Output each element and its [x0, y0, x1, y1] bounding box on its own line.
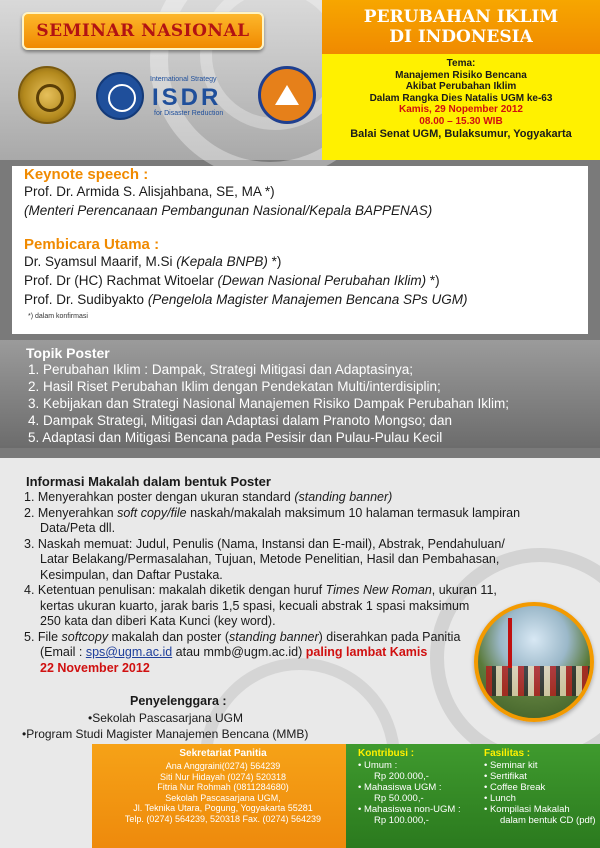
topic-item: 5. Adaptasi dan Mitigasi Bencana pada Pesisir dan Pulau-Pulau Kecil: [28, 430, 443, 445]
info-item-4: [24, 583, 544, 599]
topic-item: 3. Kebijakan dan Strategi Nasional Manajemen Risiko Dampak Perubahan Iklim;: [28, 396, 510, 411]
speaker-name: Dr. Syamsul Maarif, M.Si: [24, 254, 177, 269]
text: naskah/makalah maksimum 10 halaman termasuk lampiran: [186, 505, 521, 520]
main-speaker-3: [24, 292, 467, 307]
info-item-5: [24, 630, 544, 646]
text-italic: softcopy: [61, 629, 109, 644]
text: atau mmb@ugm.ac.id): [172, 645, 306, 659]
facilities-column: [484, 748, 596, 826]
keynote-role-text: (Menteri Perencanaan Pembangunan Nasional/Kepala BAPPENAS): [24, 203, 433, 218]
info-item-4-cont: 250 kata dan diberi Kata Kunci (key word).: [40, 614, 276, 628]
text: , ukuran 11,: [431, 583, 497, 597]
event-info: [322, 58, 600, 141]
secretariat-panel: [92, 744, 354, 848]
topics-title: Topik Poster: [26, 345, 110, 361]
logo-row: [18, 62, 308, 132]
fee-price: Rp 200.000,-: [374, 771, 429, 782]
speakers-panel: [12, 166, 588, 334]
event-time: 08.00 – 15.30 WIB: [419, 115, 503, 127]
facility-item: • Kompilasi Makalah: [484, 804, 570, 815]
info-item-2-cont: Data/Peta dll.: [40, 521, 116, 535]
secretariat-line: Telp. (0274) 564239, 520318 Fax. (0274) 564239: [124, 813, 322, 824]
ugm-logo-icon: [18, 66, 76, 124]
tema-line-2: Akibat Perubahan Iklim: [405, 81, 517, 92]
secretariat-line: Siti Nur Hidayah (0274) 520318: [159, 771, 287, 782]
speaker-suffix: *): [426, 273, 440, 288]
isdr-name: ISDR: [152, 84, 222, 111]
facility-item-cont: dalam bentuk CD (pdf): [500, 815, 596, 826]
poster-topics: [0, 340, 600, 448]
contribution-title: Kontribusi :: [358, 748, 415, 759]
event-date: Kamis, 29 Nopember 2012: [399, 104, 523, 115]
title-line-1: PERUBAHAN IKLIM: [363, 7, 559, 27]
text: ) diserahkan pada Panitia: [318, 629, 461, 644]
un-logo-icon: [96, 72, 144, 120]
text: 4. Ketentuan penulisan: makalah diketik dengan huruf: [24, 583, 326, 597]
tema-line-3: Dalam Rangka Dies Natalis UGM ke-63: [369, 92, 553, 104]
deadline-date: 22 November 2012: [40, 660, 150, 675]
info-item-3-cont: Latar Belakang/Permasalahan, Tujuan, Metode Penelitian, Hasil dan Pembahasan,: [40, 552, 500, 566]
fee-label: • Mahasiswa non-UGM :: [358, 804, 461, 815]
secretariat-line: Fitria Nur Rohmah (0811284680): [157, 782, 289, 792]
event-venue: Balai Senat UGM, Bulaksumur, Yogyakarta: [350, 128, 572, 140]
text-italic: Times New Roman: [325, 583, 432, 597]
text-italic: (standing banner): [294, 490, 393, 504]
organizer-item: •Sekolah Pascasarjana UGM: [88, 711, 243, 725]
info-item-3-cont: Kesimpulan, dan Daftar Pustaka.: [40, 567, 223, 582]
info-item-5-cont: [24, 645, 544, 661]
keynote-name: Prof. Dr. Armida S. Alisjahbana, SE, MA *): [24, 184, 275, 199]
text: (Email :: [40, 645, 86, 659]
bnpb-logo-icon: [258, 66, 316, 124]
fee-price: Rp 100.000,-: [374, 815, 429, 826]
header: [0, 0, 600, 160]
secretariat-title: Sekretariat Panitia: [179, 748, 267, 759]
main-speaker-2: [24, 273, 440, 288]
text: makalah dan poster (: [108, 629, 229, 644]
isdr-bottom-text: for Disaster Reduction: [154, 110, 224, 117]
speaker-name: Prof. Dr. Sudibyakto: [24, 292, 148, 307]
topic-item: 2. Hasil Riset Perubahan Iklim dengan Pendekatan Multi/interdisiplin;: [28, 379, 441, 394]
text-italic: soft copy/file: [117, 505, 187, 520]
group-photo-image: [474, 602, 594, 722]
tema-line-1: Manajemen Risiko Bencana: [395, 69, 527, 81]
fee-label: • Mahasiswa UGM :: [358, 782, 442, 793]
email-link[interactable]: sps@ugm.ac.id: [85, 645, 173, 659]
info-item-3: 3. Naskah memuat: Judul, Penulis (Nama, Instansi dan E-mail), Abstrak, Pendahuluan/: [24, 536, 505, 551]
info-list: [24, 490, 544, 676]
title-banner: [322, 0, 600, 54]
text-italic: standing banner: [228, 629, 319, 644]
title-line-2: DI INDONESIA: [389, 27, 533, 47]
secretariat-line: Jl. Teknika Utara, Pogung, Yogyakarta 55281: [133, 803, 313, 813]
main-speakers-title: Pembicara Utama :: [24, 236, 160, 253]
organizer-item: •Program Studi Magister Manajemen Bencana (MMB): [22, 727, 309, 741]
info-title: Informasi Makalah dalam bentuk Poster: [26, 474, 271, 489]
text: 2. Menyerahkan: [24, 505, 118, 520]
speaker-suffix: *): [267, 254, 282, 269]
fee-price: Rp 50.000,-: [374, 793, 424, 804]
speaker-role: (Pengelola Magister Manajemen Bencana SPs UGM): [147, 292, 468, 307]
text: 5. File: [24, 629, 62, 644]
speaker-role: (Kepala BNPB): [176, 254, 268, 269]
deadline-text: paling lambat Kamis: [305, 645, 428, 659]
secretariat-line: Sekolah Pascasarjana UGM,: [165, 792, 281, 803]
facilities-title: Fasilitas :: [484, 748, 531, 759]
secretariat-line: Ana Anggraini(0274) 564239: [165, 761, 281, 771]
keynote-role: [24, 203, 432, 218]
keynote-title: Keynote speech :: [24, 166, 149, 183]
seminar-badge-label: SEMINAR NASIONAL: [36, 21, 250, 41]
isdr-logo: [146, 76, 250, 120]
facility-item: • Coffee Break: [484, 782, 546, 793]
speaker-name: Prof. Dr (HC) Rachmat Witoelar: [24, 273, 218, 288]
main-speaker-1: [24, 254, 281, 269]
fee-label: • Umum :: [358, 760, 398, 771]
seminar-badge: [22, 12, 264, 50]
title-box: [322, 0, 600, 160]
facility-item: • Sertifikat: [484, 771, 527, 782]
facility-item: • Lunch: [484, 793, 516, 804]
contribution-column: [358, 748, 461, 826]
topic-item: 4. Dampak Strategi, Mitigasi dan Adaptasi dalam Pranoto Mongso; dan: [28, 413, 452, 428]
confirmation-note: *) dalam konfirmasi: [28, 313, 88, 320]
tema-label: Tema:: [446, 58, 476, 69]
speaker-role: (Dewan Nasional Perubahan Iklim): [217, 273, 427, 288]
organizers-title: Penyelenggara :: [130, 694, 227, 708]
info-item-4-cont: kertas ukuran kuarto, jarak baris 1,5 spasi, kecuali abstrak 1 spasi maksimum: [40, 598, 470, 613]
topic-item: 1. Perubahan Iklim : Dampak, Strategi Mitigasi dan Adaptasinya;: [28, 362, 413, 377]
isdr-top-text: International Strategy: [150, 76, 217, 83]
info-item-1: [24, 490, 544, 506]
text: 1. Menyerahkan poster dengan ukuran standard: [24, 490, 295, 504]
info-item-2: [24, 506, 544, 522]
facility-item: • Seminar kit: [484, 760, 538, 771]
contribution-panel: [346, 744, 600, 848]
